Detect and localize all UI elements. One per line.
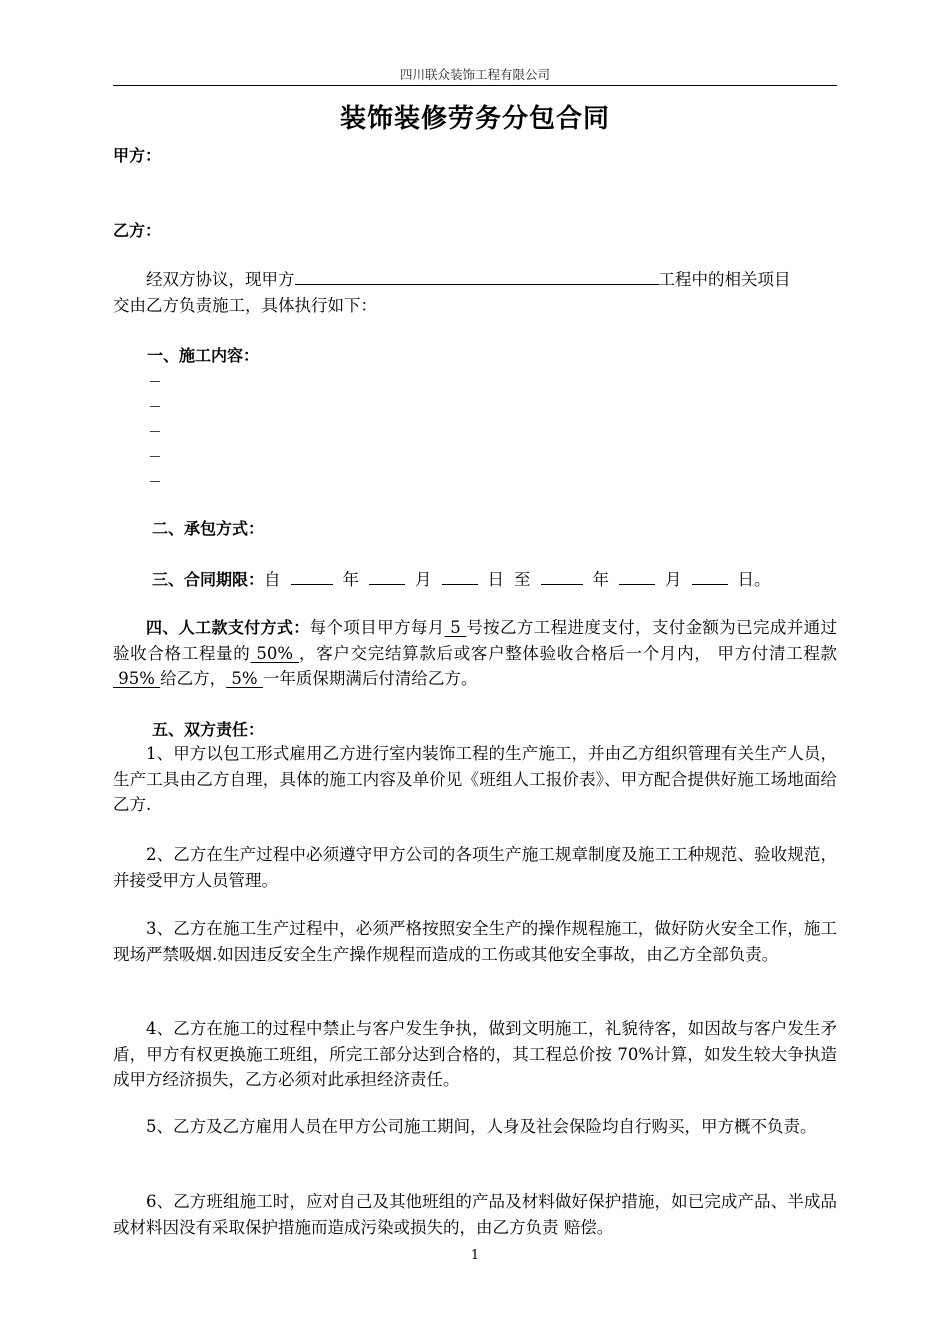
- dash-marker: [150, 381, 160, 382]
- dash-marker: [150, 456, 160, 457]
- section-4-heading: 四、人工款支付方式：: [146, 618, 310, 637]
- pay-ratio-value[interactable]: 50%: [250, 643, 300, 663]
- year-label-2: 年: [592, 570, 610, 589]
- page-number: 1: [470, 1248, 480, 1263]
- payment-text-5: 一年质保期满后付清给乙方。: [262, 669, 478, 688]
- to-label: 至: [514, 570, 531, 589]
- construction-item-3[interactable]: [150, 419, 164, 444]
- construction-item-5[interactable]: [150, 469, 164, 494]
- payment-text-2: 号按乙方工程进度支付，支付金额为已完成并通过验收合格工程量的: [113, 618, 837, 663]
- warranty-ratio-value[interactable]: 5%: [226, 669, 263, 688]
- dash-marker: [150, 431, 160, 432]
- year-label: 年: [342, 570, 360, 589]
- dash-marker: [150, 406, 160, 407]
- section-5-heading: 五、双方责任：: [152, 720, 265, 739]
- clause-6: 6、乙方班组施工时，应对自己及其他班组的产品及材料做好保护措施，如已完成产品、半成品或材料因没有采取保护措施而造成污染或损失的，由乙方负责 赔偿。: [113, 1192, 837, 1237]
- payment-text-3: ，客户交完结算款后或客户整体验收合格后一个月内， 甲方付清工程款: [299, 643, 838, 663]
- section-2-heading: 二、承包方式：: [152, 519, 265, 538]
- construction-item-2[interactable]: [150, 394, 164, 419]
- section-3-heading: 三、合同期限：: [152, 570, 265, 589]
- clause-1: 1、甲方以包工形式雇用乙方进行室内装饰工程的生产施工，并由乙方组织管理有关生产人员，生产工具由乙方自理，具体的施工内容及单价见《班组人工报价表》、甲方配合提供好施工场地面给乙方.: [113, 744, 837, 814]
- settle-ratio-value[interactable]: 95%: [113, 669, 161, 688]
- construction-item-1[interactable]: [150, 369, 164, 394]
- document-title: 装饰装修劳务分包合同: [339, 104, 610, 134]
- party-a-label: 甲方：: [113, 146, 162, 165]
- end-year-blank[interactable]: [541, 566, 583, 585]
- intro-prefix: 经双方协议，现甲方: [146, 270, 295, 289]
- clause-3: 3、乙方在施工生产过程中，必须严格按照安全生产的操作规程施工，做好防火安全工作，施工现场严禁吸烟.如因违反安全生产操作规程而造成的工伤或其他安全事故，由乙方全部负责。: [113, 919, 837, 964]
- intro-suffix: 工程中的相关项目: [658, 270, 791, 289]
- month-label-2: 月: [665, 570, 682, 589]
- party-b-label: 乙方：: [113, 221, 162, 240]
- construction-item-4[interactable]: [150, 444, 164, 469]
- month-label: 月: [415, 570, 432, 589]
- end-day-blank[interactable]: [692, 566, 728, 585]
- dash-marker: [150, 481, 160, 482]
- section-4-payment: [113, 615, 837, 692]
- intro-line-1: [113, 266, 837, 293]
- intro-paragraph: [113, 266, 837, 318]
- clause-5: 5、乙方及乙方雇用人员在甲方公司施工期间，人身及社会保险均自行购买，甲方概不负责。: [146, 1117, 817, 1136]
- intro-line-2: 交由乙方负责施工，具体执行如下：: [113, 295, 377, 315]
- date-range-row: [152, 566, 837, 593]
- payment-text-1: 每个项目甲方每月: [309, 618, 445, 637]
- end-month-blank[interactable]: [619, 566, 655, 585]
- header-rule: [113, 85, 837, 86]
- running-header-company: 四川联众装饰工程有限公司: [399, 67, 550, 82]
- project-name-blank[interactable]: [295, 266, 659, 285]
- section-3-contract-term: [152, 566, 837, 593]
- day-label: 日: [487, 570, 505, 589]
- clause-4: 4、乙方在施工的过程中禁止与客户发生争执，做到文明施工，礼貌待客，如因故与客户发生矛盾，甲方有权更换施工班组，所完工部分达到合格的，其工程总价按 70%计算，如发生较大争执造成甲方经济损失，乙方必须对此承担经济责任。: [113, 1019, 837, 1089]
- start-year-blank[interactable]: [291, 566, 333, 585]
- section-1-heading: 一、施工内容：: [147, 346, 260, 365]
- start-month-blank[interactable]: [369, 566, 405, 585]
- from-label: 自: [264, 570, 281, 589]
- end-label: 日。: [737, 570, 771, 589]
- start-day-blank[interactable]: [442, 566, 478, 585]
- clause-2: 2、乙方在生产过程中必须遵守甲方公司的各项生产施工规章制度及施工工种规范、验收规范，并接受甲方人员管理。: [113, 845, 837, 890]
- pay-day-value[interactable]: 5: [444, 618, 467, 637]
- payment-text-4: 给乙方，: [160, 669, 227, 688]
